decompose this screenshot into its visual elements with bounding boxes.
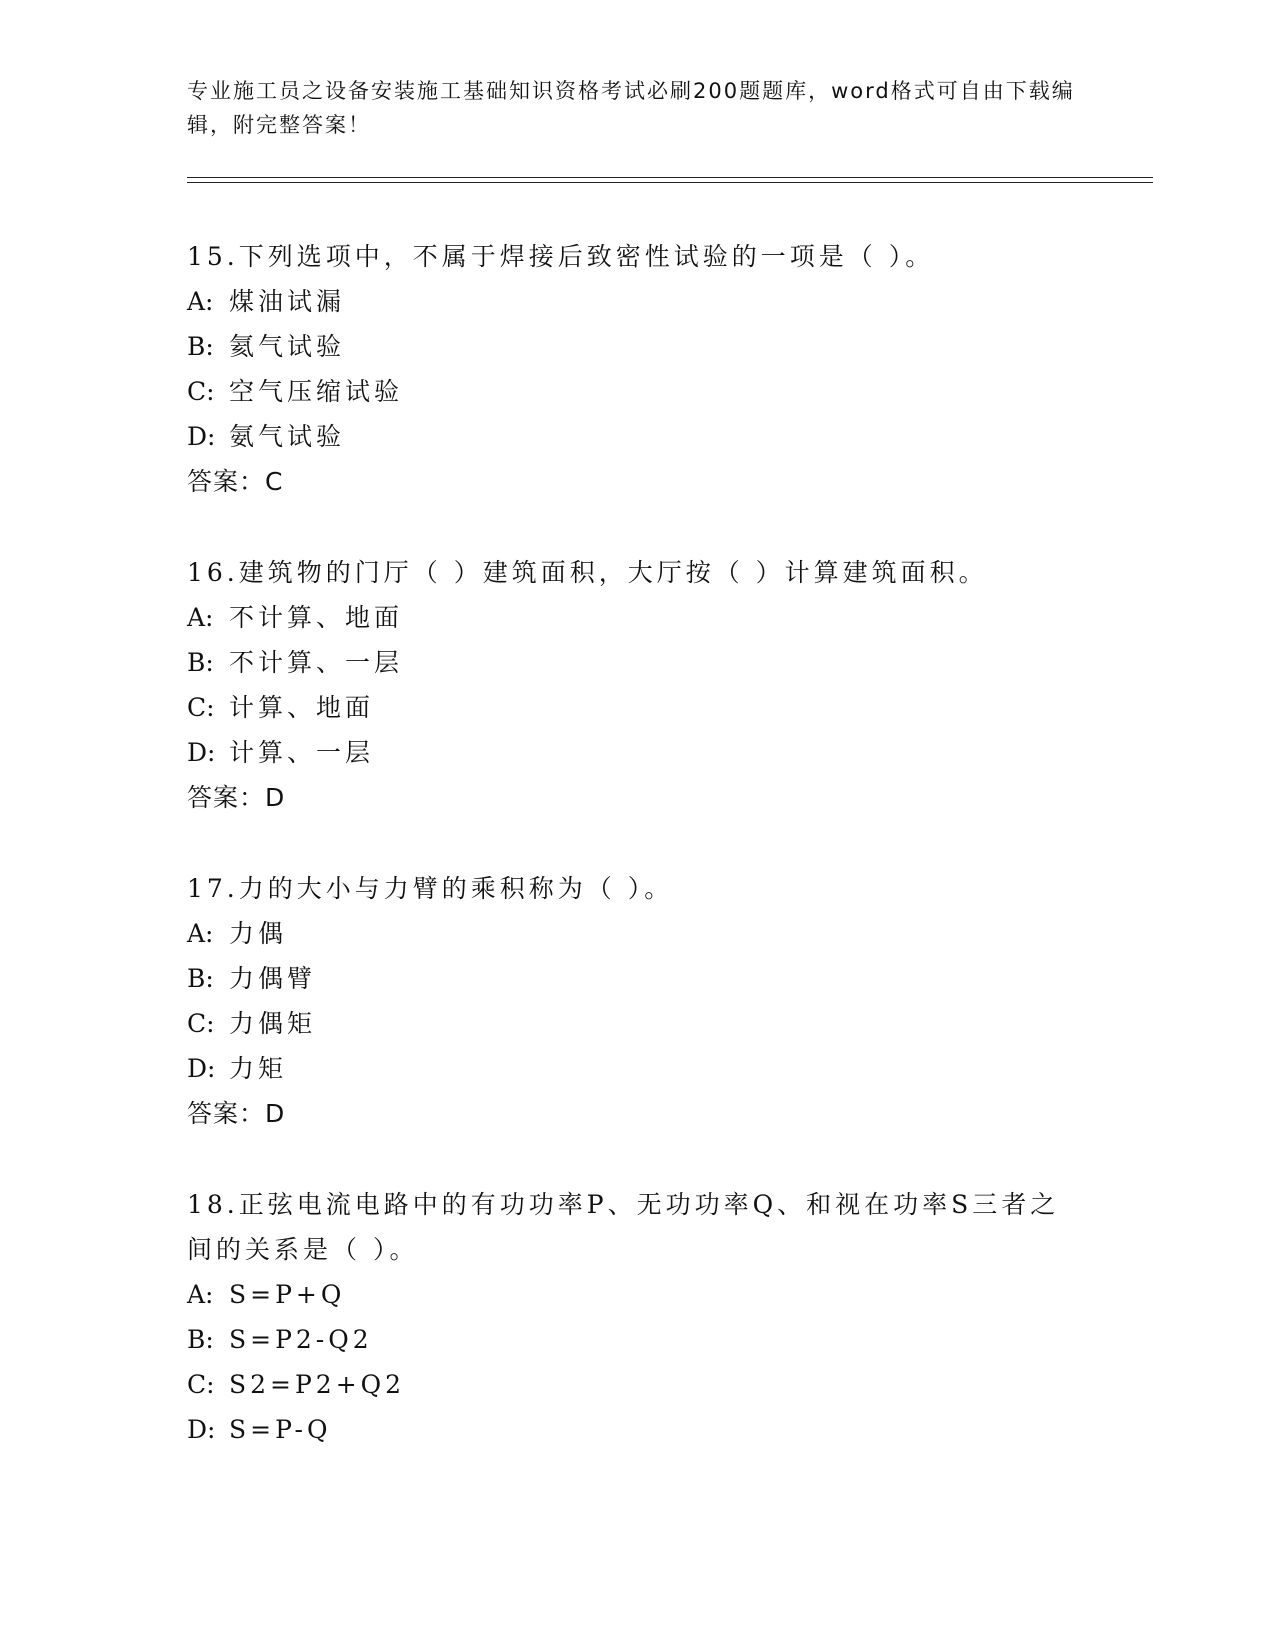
answer-line: 答案：C	[187, 467, 284, 496]
option-text: S=P2-Q2	[229, 1325, 373, 1354]
option-text: 力偶	[229, 919, 288, 948]
answer-line: 答案：D	[187, 783, 286, 812]
option-letter: D:	[187, 1415, 216, 1444]
option-letter: A:	[187, 287, 214, 316]
question-stem: 17.力的大小与力臂的乘积称为（ ）。	[187, 874, 674, 903]
option-text: 空气压缩试验	[229, 377, 404, 406]
header-divider-top	[187, 177, 1153, 178]
option-letter: B:	[187, 964, 214, 993]
option-letter: C:	[187, 1370, 215, 1399]
option-letter: B:	[187, 648, 214, 677]
option-letter: D:	[187, 1054, 216, 1083]
option-letter: C:	[187, 377, 215, 406]
option-letter: A:	[187, 603, 214, 632]
option-text: 不计算、地面	[229, 603, 404, 632]
question-16	[187, 550, 1087, 820]
option-d	[187, 414, 1087, 459]
option-c	[187, 1362, 1087, 1407]
option-letter: A:	[187, 919, 214, 948]
question-17	[187, 866, 1087, 1136]
option-a	[187, 595, 1087, 640]
question-stem: 16.建筑物的门厅（ ）建筑面积，大厅按（ ）计算建筑面积。	[187, 558, 988, 587]
option-a	[187, 279, 1087, 324]
option-text: 煤油试漏	[229, 287, 346, 316]
option-c	[187, 1001, 1087, 1046]
option-text: S=P-Q	[229, 1415, 332, 1444]
option-text: S=P+Q	[229, 1280, 346, 1309]
option-letter: B:	[187, 332, 214, 361]
option-letter: B:	[187, 1325, 214, 1354]
option-text: 力偶臂	[229, 964, 317, 993]
option-text: 力偶矩	[229, 1009, 317, 1038]
option-b	[187, 956, 1087, 1001]
option-b	[187, 324, 1087, 369]
option-letter: C:	[187, 693, 215, 722]
header-divider-bottom	[187, 182, 1153, 183]
option-a	[187, 911, 1087, 956]
question-18	[187, 1182, 1087, 1452]
option-text: 力矩	[229, 1054, 288, 1083]
option-letter: C:	[187, 1009, 215, 1038]
option-letter: A:	[187, 1280, 214, 1309]
option-text: S2=P2+Q2	[229, 1370, 406, 1399]
question-stem: 15.下列选项中，不属于焊接后致密性试验的一项是（ ）。	[187, 242, 935, 271]
option-d	[187, 1407, 1087, 1452]
option-text: 计算、一层	[229, 738, 375, 767]
option-letter: D:	[187, 422, 216, 451]
question-list	[187, 234, 1087, 1498]
option-text: 计算、地面	[229, 693, 375, 722]
option-text: 氨气试验	[229, 422, 346, 451]
option-d	[187, 730, 1087, 775]
option-c	[187, 685, 1087, 730]
option-text: 不计算、一层	[229, 648, 404, 677]
option-text: 氦气试验	[229, 332, 346, 361]
document-header: 专业施工员之设备安装施工基础知识资格考试必刷200题题库，word格式可自由下载编辑，附完整答案！	[187, 79, 1075, 137]
question-stem: 18.正弦电流电路中的有功功率P、无功功率Q、和视在功率S三者之间的关系是（ ）。	[187, 1190, 1060, 1264]
option-b	[187, 1317, 1087, 1362]
option-letter: D:	[187, 738, 216, 767]
option-d	[187, 1046, 1087, 1091]
answer-line: 答案：D	[187, 1099, 286, 1128]
option-a	[187, 1272, 1087, 1317]
option-b	[187, 640, 1087, 685]
option-c	[187, 369, 1087, 414]
question-15	[187, 234, 1087, 504]
